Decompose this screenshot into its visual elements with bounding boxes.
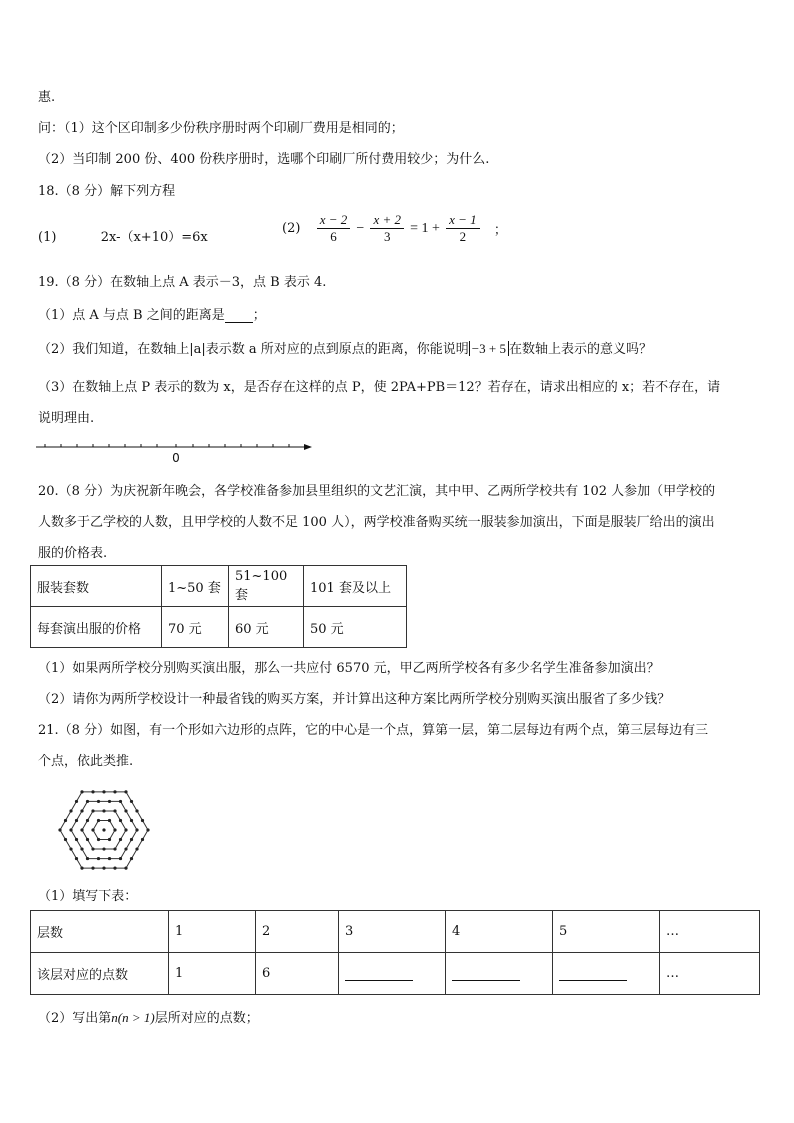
lattice-dot [80, 828, 83, 831]
q18-p1-label: (1) [38, 230, 57, 245]
lattice-dot [130, 857, 133, 860]
lattice-dot [97, 838, 100, 841]
lattice-dot [113, 828, 116, 831]
lattice-dot [69, 809, 72, 812]
q20-line-1: 20.（8 分）为庆祝新年晚会，各学校准备参加县里组织的文艺汇演，其中甲、乙两所学校共有 102 人参加（甲学校的 [38, 484, 716, 499]
lattice-dot [102, 790, 105, 793]
q20-part-1: （1）如果两所学校分别购买演出服，那么一共应付 6570 元，甲乙两所学校各有多少名学生准备参加演出？ [38, 661, 660, 676]
lattice-dot [69, 828, 72, 831]
lattice-dot [124, 809, 127, 812]
lattice-dot [135, 828, 138, 831]
lattice-dot [86, 857, 89, 860]
q20-line-2: 人数多于乙学校的人数，且甲学校的人数不足 100 人），两学校准备购买统一服装参加演出，下面是服装厂给出的演出 [38, 515, 715, 530]
layer-table [30, 910, 760, 995]
lattice-dot [119, 819, 122, 822]
lattice-dot [91, 809, 94, 812]
lattice-dot [108, 838, 111, 841]
lattice-center-dot [102, 828, 105, 831]
lattice-dot [113, 847, 116, 850]
lattice-dot [146, 828, 149, 831]
lattice-dot [130, 819, 133, 822]
q19-part-2: （2）我们知道，在数轴上|a|表示数 a 所对应的点到原点的距离，你能说明 −3 + 5 在数轴上表示的意义吗？ [38, 341, 652, 357]
lattice-dot [80, 847, 83, 850]
q17-question-2: （2）当印制 200 份、400 份秩序册时，选哪个印刷厂所付费用较少；为什么. [38, 152, 490, 167]
lattice-dot [130, 800, 133, 803]
table-row: 每套演出服的价格 70 元 60 元 50 元 [31, 607, 407, 648]
table-row: 服装套数 1~50 套 51~100 套 101 套及以上 [31, 566, 407, 607]
fraction-2: $\frac{x + 2}{3}$ [370, 212, 404, 245]
answer-blank-layer-3 [345, 967, 413, 981]
equals-one-plus: = 1 + [410, 220, 440, 236]
lattice-dot [69, 847, 72, 850]
lattice-dot [64, 838, 67, 841]
fraction-3: $\frac{x - 1}{2}$ [446, 212, 480, 245]
answer-blank-layer-4 [452, 967, 520, 981]
lattice-dot [108, 857, 111, 860]
lattice-dot [141, 819, 144, 822]
lattice-dot [91, 867, 94, 870]
origin-label: 0 [172, 451, 180, 465]
lattice-dot [86, 800, 89, 803]
lattice-dot [119, 857, 122, 860]
q18-part-2 [282, 212, 507, 245]
q21-line-1: 21.（8 分）如图，有一个形如六边形的点阵，它的中心是一个点，算第一层，第二层每边有两个点，第三层每边有三 [38, 723, 709, 738]
q21-part-2: （2）写出第n(n > 1)层所对应的点数； [38, 1010, 259, 1026]
minus-sign: − [356, 220, 365, 236]
q18-p2-end: ； [493, 223, 507, 238]
lattice-dot [113, 867, 116, 870]
lattice-dot [119, 838, 122, 841]
q20-line-3: 服的价格表. [38, 546, 108, 561]
table-row: 该层对应的点数 1 6 … [31, 953, 760, 995]
lattice-dot [97, 819, 100, 822]
price-table [30, 565, 407, 648]
lattice-dot [75, 838, 78, 841]
lattice-dot [124, 847, 127, 850]
number-line [36, 440, 326, 466]
q20-part-2: （2）请你为两所学校设计一种最省钱的购买方案，并计算出这种方案比两所学校分别购买演出服省了多少钱？ [38, 692, 671, 707]
lattice-dot [141, 838, 144, 841]
lattice-dot [97, 800, 100, 803]
q17-question-1: 问：（1）这个区印制多少份秩序册时两个印刷厂费用是相同的； [38, 121, 404, 136]
lattice-dot [130, 838, 133, 841]
lattice-dot [64, 819, 67, 822]
lattice-dot [91, 790, 94, 793]
lattice-dot [86, 838, 89, 841]
lattice-dot [86, 819, 89, 822]
lattice-dot [97, 857, 100, 860]
lattice-dot [113, 809, 116, 812]
lattice-dot [75, 857, 78, 860]
arrow-head-icon [304, 444, 312, 450]
absolute-value-expression: −3 + 5 [469, 341, 509, 356]
q19-part-3-line-2: 说明理由. [38, 411, 95, 426]
lattice-dot [80, 790, 83, 793]
lattice-dot [113, 790, 116, 793]
q21-line-2: 个点，依此类推. [38, 754, 134, 769]
q18-p2-label: (2) [282, 221, 301, 236]
fraction-1: $\frac{x - 2}{6}$ [317, 212, 351, 245]
lattice-dot [75, 800, 78, 803]
q18-header: 18.（8 分）解下列方程 [38, 184, 176, 199]
q18-part-1 [38, 226, 208, 245]
q19-part-3-line-1: （3）在数轴上点 P 表示的数为 x，是否存在这样的点 P，使 2PA+PB＝12？若存在，请求出相应的 x；若不存在，请 [38, 380, 721, 395]
lattice-dot [135, 847, 138, 850]
lattice-dot [91, 828, 94, 831]
lattice-dot [108, 819, 111, 822]
q21-part-1: （1）填写下表： [38, 889, 138, 904]
q19-header: 19.（8 分）在数轴上点 A 表示－3，点 B 表示 4. [38, 275, 327, 290]
lattice-dot [80, 809, 83, 812]
lattice-dot [108, 800, 111, 803]
math-n-condition: n(n > 1) [111, 1010, 155, 1025]
lattice-dot [80, 867, 83, 870]
lattice-dot [102, 847, 105, 850]
hexagon-dot-lattice [48, 780, 168, 880]
table-row: 层数 1 2 3 4 5 … [31, 911, 760, 953]
q19-part-1: （1）点 A 与点 B 之间的距离是 ； [38, 308, 266, 323]
q18-p1-equation: 2x-（x+10）=6x [100, 230, 208, 245]
lattice-dot [124, 867, 127, 870]
answer-blank [225, 310, 253, 323]
lattice-dot [91, 847, 94, 850]
lattice-dot [102, 867, 105, 870]
q17-tail-line: 惠. [38, 90, 56, 105]
lattice-dot [102, 809, 105, 812]
lattice-dot [58, 828, 61, 831]
lattice-dot [124, 790, 127, 793]
lattice-dot [119, 800, 122, 803]
lattice-dot [124, 828, 127, 831]
lattice-dot [75, 819, 78, 822]
answer-blank-layer-5 [559, 967, 627, 981]
lattice-dot [135, 809, 138, 812]
